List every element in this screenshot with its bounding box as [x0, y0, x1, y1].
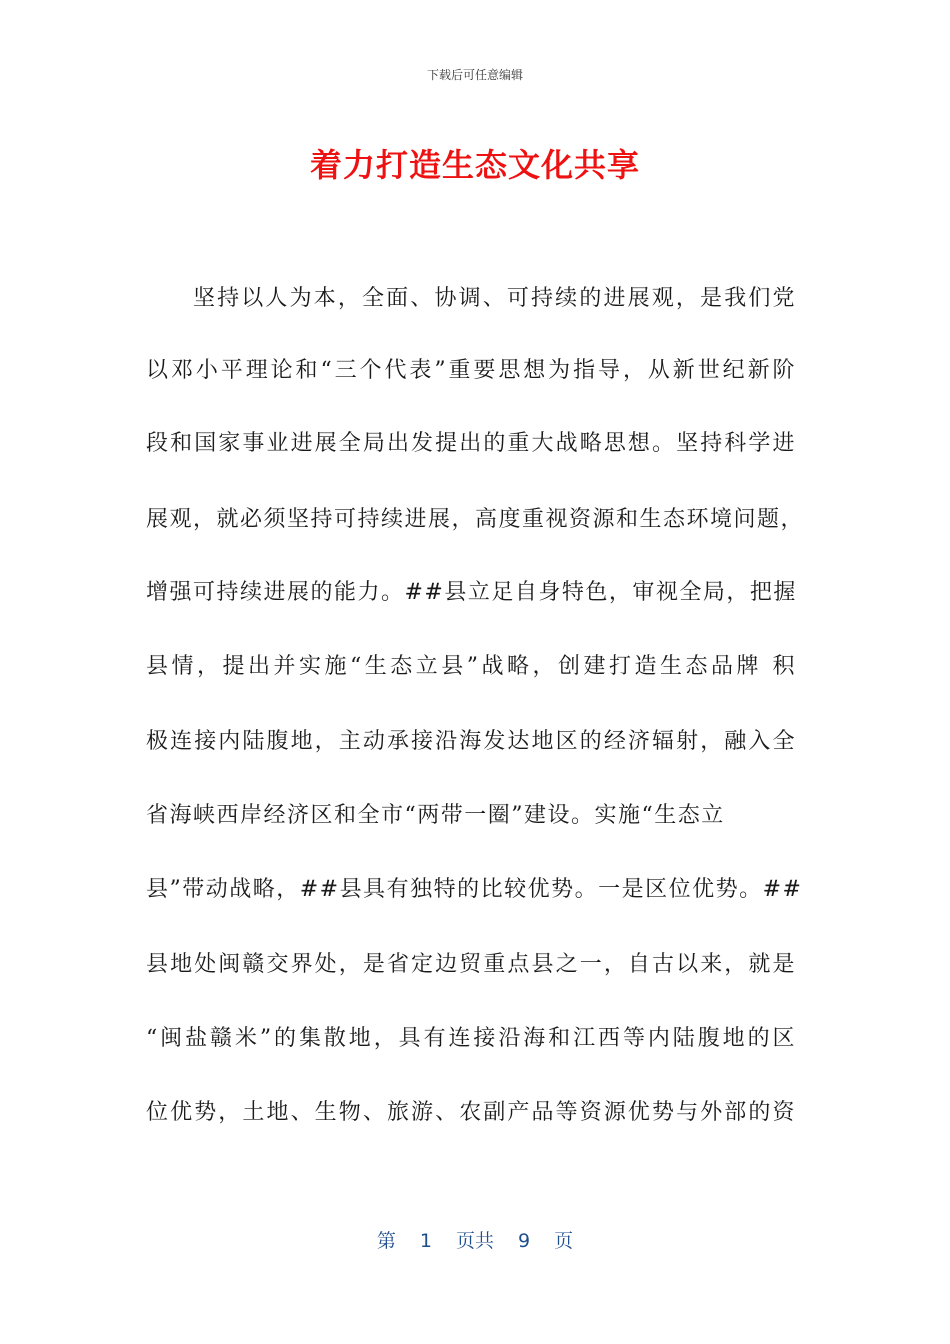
body-line: 位优势，土地、生物、旅游、农副产品等资源优势与外部的资	[146, 1100, 796, 1125]
body-line: 县情，提出并实施“生态立县”战略，创建打造生态品牌 积	[146, 654, 796, 679]
body-line: 增强可持续进展的能力。##县立足自身特色，审视全局，把握	[146, 580, 797, 605]
header-note: 下载后可任意编辑	[426, 68, 523, 82]
body-line: 段和国家事业进展全局出发提出的重大战略思想。坚持科学进	[146, 431, 796, 456]
body-line: 以邓小平理论和“三个代表”重要思想为指导，从新世纪新阶	[146, 358, 796, 383]
body-line: 展观，就必须坚持可持续进展，高度重视资源和生态环境问题，	[146, 507, 805, 532]
body-line: 县”带动战略，##县具有独特的比较优势。一是区位优势。##	[146, 877, 803, 902]
body-line: 省海峡西岸经济区和全市“两带一圈”建设。实施“生态立	[146, 803, 725, 828]
body-line: 县地处闽赣交界处，是省定边贸重点县之一，自古以来，就是	[146, 952, 796, 977]
page-number: 第 1 页共 9 页	[376, 1230, 574, 1252]
document-title: 着力打造生态文化共享	[309, 146, 640, 184]
body-line: 极连接内陆腹地，主动承接沿海发达地区的经济辐射，融入全	[146, 729, 796, 754]
body-line: “闽盐赣米”的集散地，具有连接沿海和江西等内陆腹地的区	[146, 1026, 796, 1051]
body-line: 坚持以人为本，全面、协调、可持续的进展观，是我们党	[193, 286, 796, 311]
